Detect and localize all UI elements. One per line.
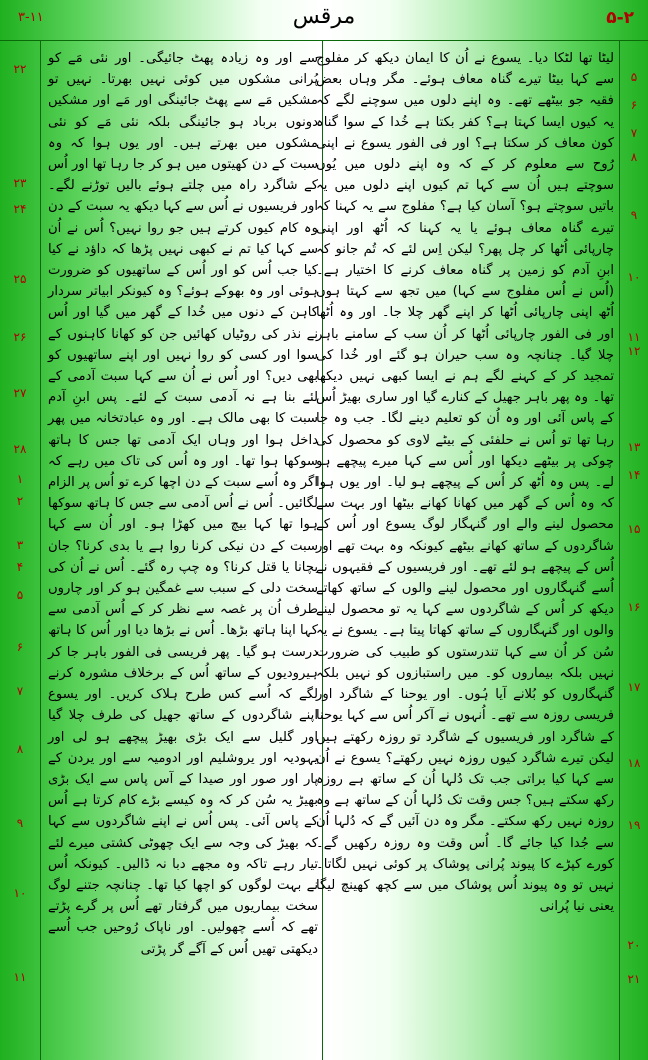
left-text-column <box>44 48 322 1060</box>
verse-number: ۲ <box>16 494 24 508</box>
verse-number: ۲۵ <box>13 272 27 286</box>
verse-number: ۱۹ <box>627 818 641 832</box>
verse-number: ۱ <box>16 472 24 486</box>
left-number-rule <box>40 40 41 1060</box>
verse-number: ۲۶ <box>13 330 27 344</box>
right-verse-numbers <box>620 40 648 1060</box>
right-column-text: لیٹا تھا لٹکا دیا۔ یسوع نے اُن کا ایمان دیکھ کر مفلوج سے کہا بیٹا تیرے گناہ معاف ہوئے۔ مگر وہاں بعض فقیہ جو بیٹھے تھے۔ وہ اپنے دلوں میں سوچنے لگے کہ یہ کیوں ایسا کہتا ہے؟ کفر بکتا ہے خُدا کے سوا گناہ کون معاف کر سکتا ہے؟ اور فی الفور یسوع نے اپنی رُوح سے معلوم کر کے کہ وہ اپنے دلوں میں یُوں سوچتے ہیں اُن سے کہا تم کیوں اپنے دلوں میں یہ باتیں سوچتے ہو؟ آسان کیا ہے؟ مفلوج سے یہ کہنا کہ تیرے گناہ معاف ہوئے یا یہ کہنا کہ اُٹھ اور اپنی چارپائی اُٹھا کر چل پھر؟ لیکن اِس لئے کہ تُم جانو کہ ابنِ آدم کو زمین پر گناہ معاف کرنے کا اختیار ہے۔ (اُس نے اُس مفلوج سے کہا) میں تجھ سے کہتا ہوں اُٹھ اپنی چارپائی اُٹھا کر اپنے گھر چلا جا۔ اور وہ اُٹھا اور فی الفور چارپائی اُٹھا کر اُن سب کے سامنے باہر چلا گیا۔ چنانچہ وہ سب حیران ہو گئے اور خُدا کی تمجید کر کے کہنے لگے ہم نے ایسا کبھی نہیں دیکھا تھا۔ وہ پھر باہر جھیل کے کنارے گیا اور ساری بھیڑ اُس کے پاس آئی اور وہ اُن کو تعلیم دینے لگا۔ جب وہ جا رہا تھا تو اُس نے حلفئی کے بیٹے لاوی کو محصول کی چوکی پر بیٹھے دیکھا اور اُس سے کہا میرے پیچھے ہو لے۔ پس وہ اُٹھ کر اُس کے پیچھے ہو لیا۔ اور یوں ہوا کہ وہ اُس کے گھر میں کھانا کھانے بیٹھا اور بہت سے محصول لینے والے اور گنہگار لوگ یسوع اور اُس کے شاگردوں کے ساتھ کھانے بیٹھے کیونکہ وہ بہت تھے اور اُس کے پیچھے ہو لئے تھے۔ اور فریسیوں کے فقیہوں نے اُسے گنہگاروں اور محصول لینے والوں کے ساتھ کھاتے دیکھ کر اُس کے شاگردوں سے کہا یہ تو محصول لینے والوں اور گنہگاروں کے ساتھ کھاتا پیتا ہے۔ یسوع نے یہ سُن کر اُن سے کہا تندرستوں کو طبیب کی ضرورت نہیں بلکہ بیماروں کو۔ میں راستبازوں کو نہیں بلکہ گنہگاروں کو بُلانے آیا ہُوں۔ اور یوحنا کے شاگرد اور فریسی روزہ سے تھے۔ اُنہوں نے آکر اُس سے کہا یوحنا کے شاگرد اور فریسیوں کے شاگرد تو روزہ رکھتے ہیں لیکن تیرے شاگرد کیوں روزہ نہیں رکھتے؟ یسوع نے اُن سے کہا کیا براتی جب تک دُلہا اُن کے ساتھ ہے روزہ رکھ سکتے ہیں؟ جس وقت تک دُلہا اُن کے ساتھ ہے وہ روزہ نہیں رکھ سکتے۔ مگر وہ دن آئیں گے کہ دُلہا اُن سے جُدا کیا جائے گا۔ اُس وقت وہ روزہ رکھیں گے۔ کورے کپڑے کا پیوند پُرانی پوشاک پر کوئی نہیں لگاتا۔ نہیں تو وہ پیوند اُس پوشاک میں سے کچھ کھینچ لیگا یعنی نیا پُرانی <box>316 51 614 915</box>
verse-number: ۹ <box>630 208 638 222</box>
verse-number: ۹ <box>16 816 24 830</box>
left-column-text: سے اور وہ زیادہ پھٹ جائیگی۔ اور نئی مَے کو پُرانی مشکوں میں کوئی نہیں بھرتا۔ نہیں تو مشکیں مَے سے پھٹ جائینگی اور مَے اور مشکیں دونوں برباد ہو جائینگی بلکہ نئی مَے کو نئی مشکوں میں بھرتے ہیں۔ اور یوں ہوا کہ وہ سبت کے دن کھیتوں میں ہو کر جا رہا تھا اور اُس کے شاگرد راہ میں چلتے ہوئے بالیں توڑنے لگے۔ اور فریسیوں نے اُس سے کہا دیکھ یہ سبت کے دن وہ کام کیوں کرتے ہیں جو روا نہیں؟ اُس نے اُن سے کہا کیا تم نے کبھی نہیں پڑھا کہ داؤد نے کیا کیا جب اُس کو اور اُس کے ساتھیوں کو ضرورت ہوئی اور وہ بھوکے ہوئے؟ وہ کیونکر ابیاتر سردار کاہن کے دنوں میں خُدا کے گھر میں گیا اور اُس نے نذر کی روٹیاں کھائیں جن کو کھانا کاہنوں کے سوا اور کسی کو روا نہیں اور اپنے ساتھیوں کو بھی دیں؟ اور اُس نے اُن سے کہا سبت آدمی کے لئے بنا ہے نہ آدمی سبت کے لئے۔ پس ابنِ آدم سبت کا بھی مالک ہے۔ اور وہ عبادتخانہ میں پھر داخل ہوا اور وہاں ایک آدمی تھا جس کا ہاتھ سوکھا ہوا تھا۔ اور وہ اُس کی تاک میں رہے کہ اگر وہ اُسے سبت کے دن اچھا کرے تو اُس پر الزام لگائیں۔ اُس نے اُس آدمی سے جس کا ہاتھ سوکھا ہوا تھا کہا بیچ میں کھڑا ہو۔ اور اُن سے کہا سبت کے دن نیکی کرنا روا ہے یا بدی کرنا؟ جان بچانا یا قتل کرنا؟ وہ چپ رہ گئے۔ اُس نے اُن کی سخت دلی کے سبب سے غمگین ہو کر اور چاروں طرف اُن پر غصہ سے نظر کر کے اُس آدمی سے کہا اپنا ہاتھ بڑھا۔ اُس نے بڑھا دیا اور اُس کا ہاتھ درست ہو گیا۔ پھر فریسی فی الفور باہر جا کر ہیرودیوں کے ساتھ اُس کے برخلاف مشورہ کرنے لگے کہ اُسے کس طرح ہلاک کریں۔ اور یسوع اپنے شاگردوں کے ساتھ جھیل کی طرف چلا گیا اور گلیل سے ایک بڑی بھیڑ پیچھے ہو لی اور یہودیہ اور یروشلیم اور ادومیہ سے اور یردن کے پار اور صور اور صیدا کے آس پاس سے ایک بڑی بھیڑ یہ سُن کر کہ وہ کیسے بڑے کام کرتا ہے اُس کے پاس آئی۔ پس اُس نے اپنے شاگردوں سے کہا کہ بھیڑ کی وجہ سے ایک چھوٹی کشتی میرے لئے تیار رہے تاکہ وہ مجھے دبا نہ ڈالیں۔ کیونکہ اُس نے بہت لوگوں کو اچھا کیا تھا۔ چنانچہ جتنے لوگ سخت بیماریوں میں گرفتار تھے اُس پر گرے پڑتے تھے کہ اُسے چھولیں۔ اور ناپاک رُوحیں جب اُسے دیکھتی تھیں اُس کے آگے گر پڑتی <box>48 51 318 957</box>
verse-number: ۷ <box>16 684 24 698</box>
right-chapter-ref: ۵-۲ <box>606 8 634 28</box>
verse-number: ۱۷ <box>627 680 641 694</box>
verse-number: ۱۳ <box>627 440 641 454</box>
verse-number: ۲۰ <box>627 938 641 952</box>
book-title: مرقس <box>292 4 356 29</box>
verse-number: ۱۱ <box>13 970 27 984</box>
verse-number: ۱۲ <box>627 344 641 358</box>
verse-number: ۱۵ <box>627 522 641 536</box>
verse-number: ۱۴ <box>627 468 641 482</box>
verse-number: ۲۸ <box>13 442 27 456</box>
verse-number: ۱۰ <box>13 886 27 900</box>
verse-number: ۱۰ <box>627 270 641 284</box>
verse-number: ۲۷ <box>13 386 27 400</box>
page-header <box>0 0 648 41</box>
verse-number: ۲۲ <box>13 62 27 76</box>
verse-number: ۸ <box>16 742 24 756</box>
verse-number: ۸ <box>630 150 638 164</box>
left-verse-numbers <box>0 40 40 1060</box>
verse-number: ۵ <box>630 70 638 84</box>
verse-number: ۶ <box>630 98 638 112</box>
right-text-column <box>312 48 618 1060</box>
verse-number: ۳ <box>16 538 24 552</box>
verse-number: ۱۸ <box>627 756 641 770</box>
verse-number: ۲۴ <box>13 202 27 216</box>
verse-number: ۴ <box>16 560 24 574</box>
verse-number: ۵ <box>16 588 24 602</box>
verse-number: ۱۱ <box>627 330 641 344</box>
verse-number: ۶ <box>16 640 24 654</box>
left-chapter-ref: ۳-۱۱ <box>18 10 44 25</box>
verse-number: ۷ <box>630 126 638 140</box>
verse-number: ۲۳ <box>13 176 27 190</box>
verse-number: ۱۶ <box>627 600 641 614</box>
verse-number: ۲۱ <box>627 972 641 986</box>
